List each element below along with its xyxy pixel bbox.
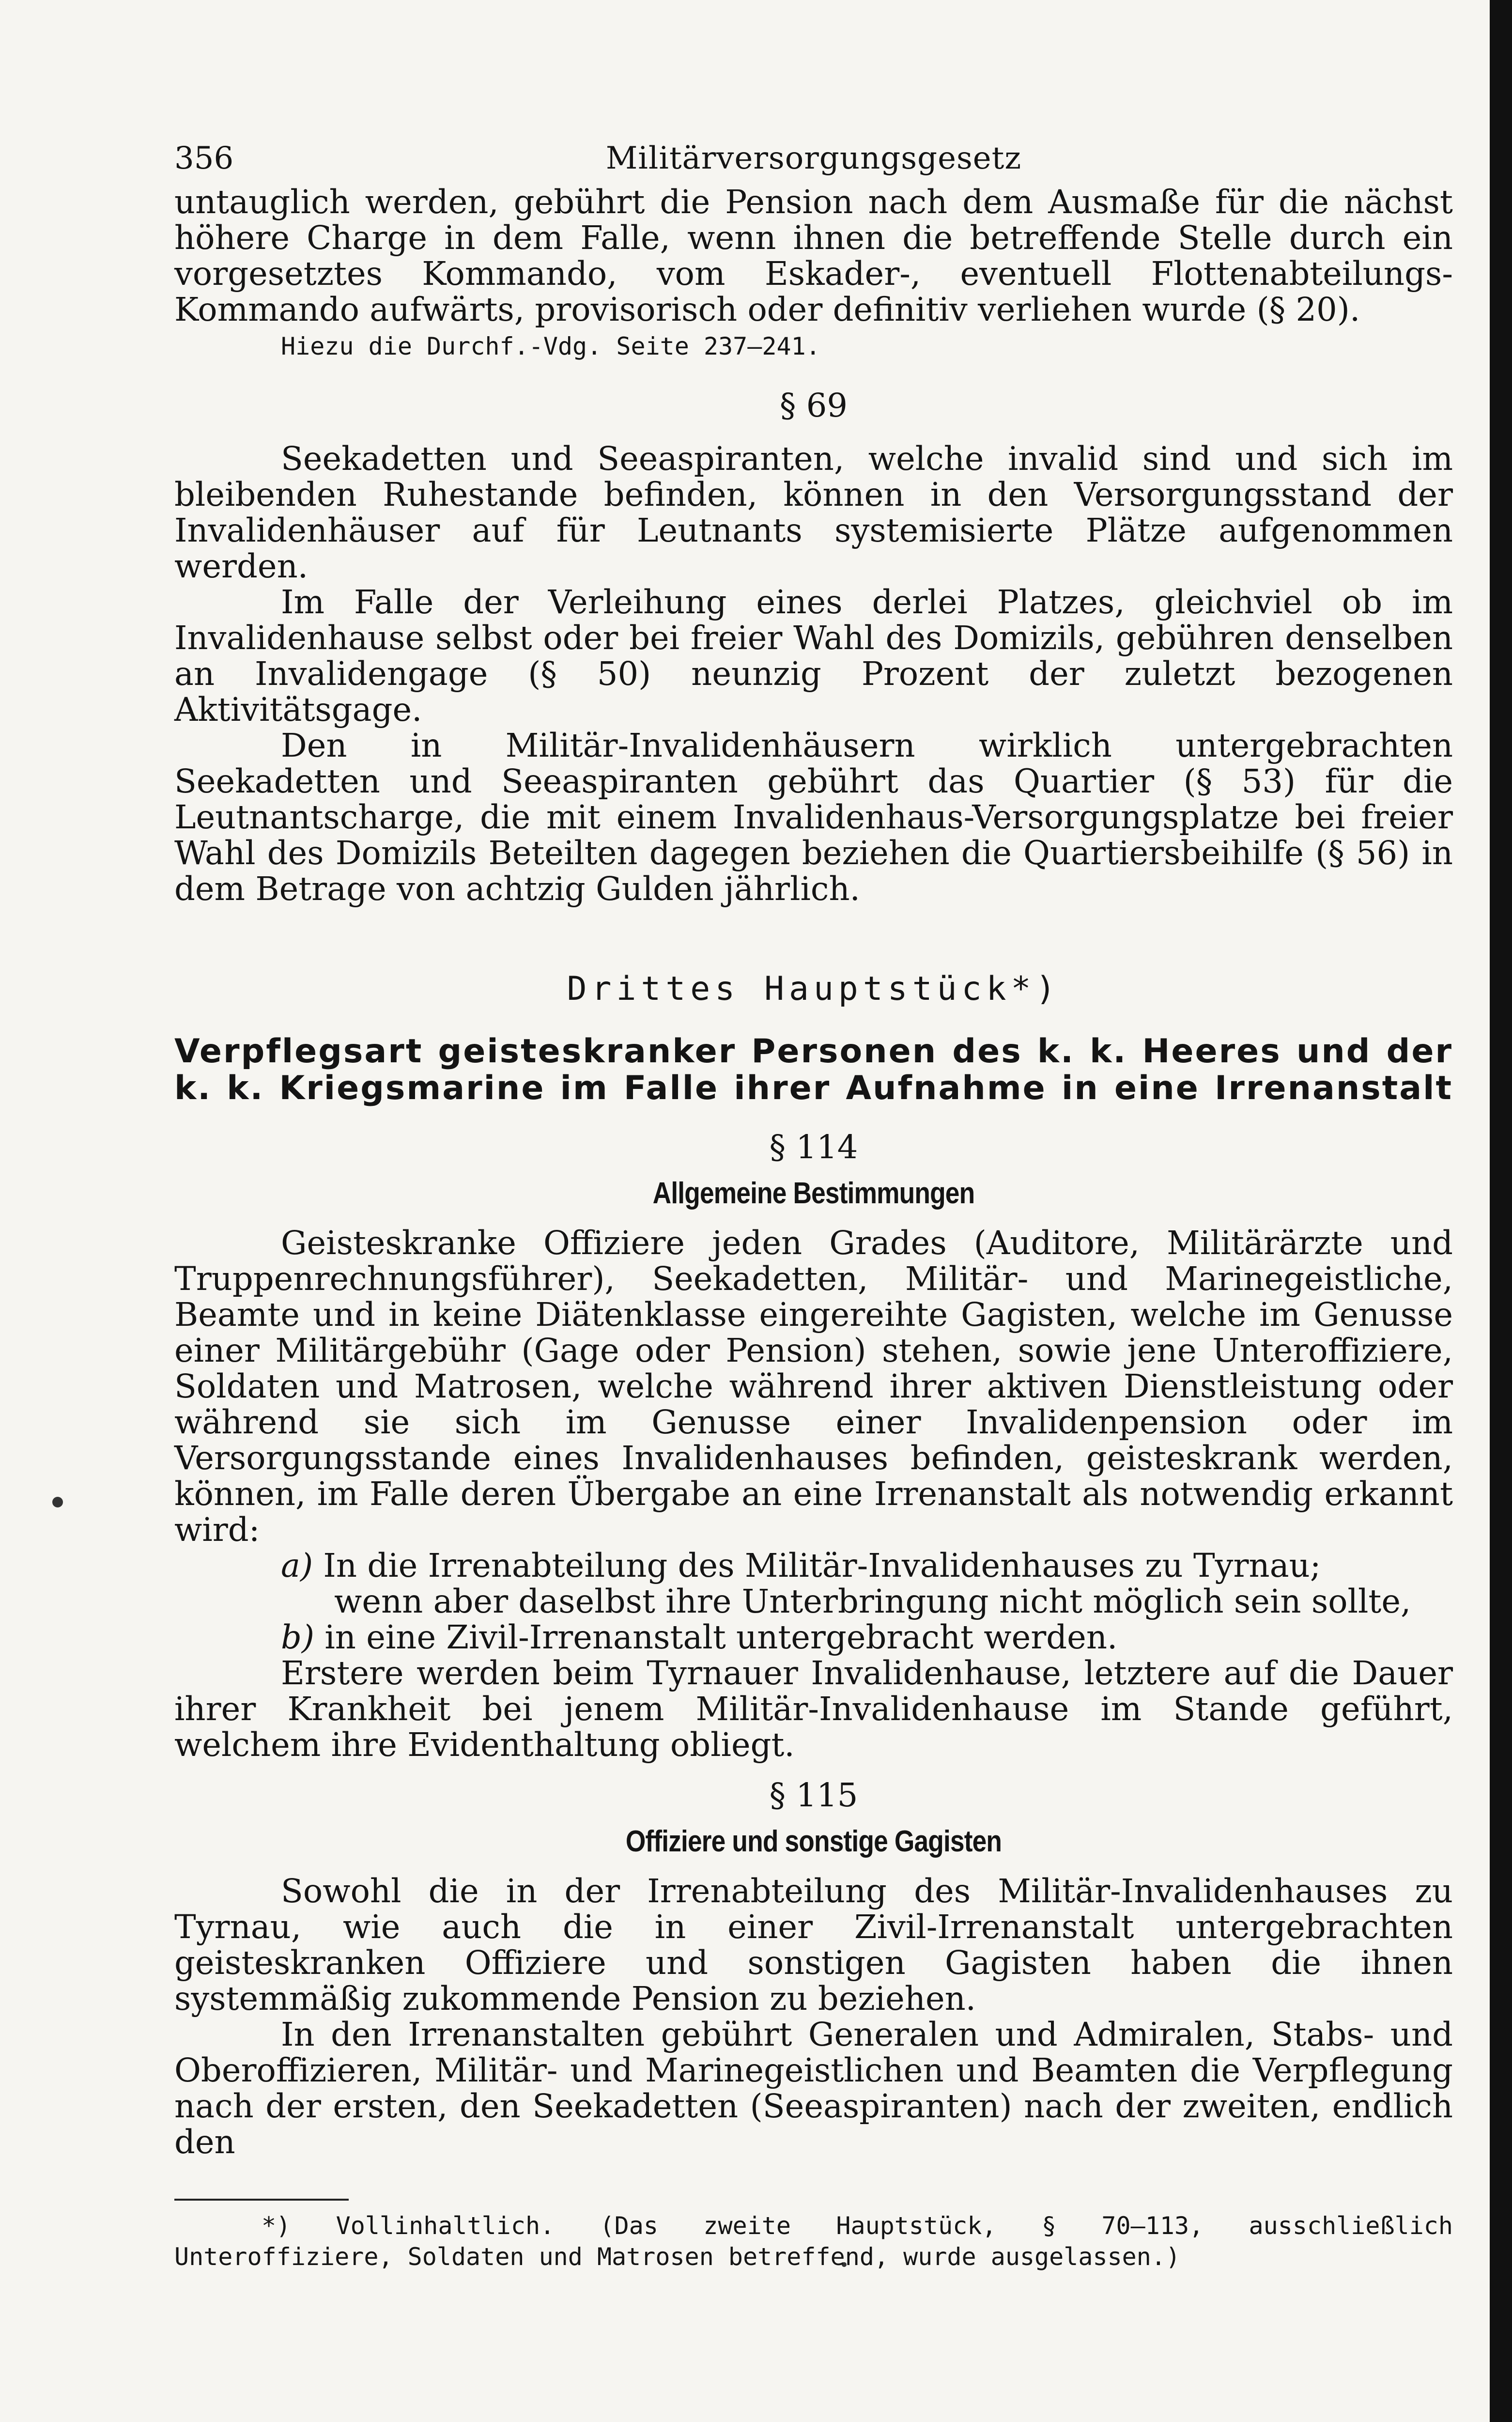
- running-title: Militärversorgungsgesetz: [605, 140, 1022, 176]
- list-item-b-label: b): [281, 1618, 315, 1656]
- list-item-b: [281, 1619, 1453, 1655]
- list-item-a-continuation: wenn aber daselbst ihre Unterbringung nicht möglich sein sollte,: [334, 1583, 1411, 1620]
- chapter-label: Drittes Hauptstück*): [567, 970, 1061, 1008]
- list-item-a-text: In die Irrenabteilung des Militär-Invalidenhauses zu Tyrnau;: [323, 1547, 1321, 1584]
- top-reference: Hiezu die Durchf.-Vdg. Seite 237—241.: [281, 332, 820, 360]
- section-69-paragraph: Seekadetten und Seeaspiranten, welche invalid sind und sich im bleibenden Ruhestande befinden, können in den Versorgungsstand der Invalidenhäuser auf für Leutnants systemisierte Plätze aufgenommen werden.: [174, 440, 1453, 585]
- footnote: *) Vollinhaltlich. (Das zweite Hauptstück, § 70—113, ausschließlich Unteroffiziere, Soldaten und Matrosen betreffend, wurde ausgelassen.): [174, 2212, 1453, 2271]
- section-115-subheading: Offiziere und sonstige Gagisten: [625, 1825, 1002, 1858]
- running-header: [174, 140, 1453, 184]
- scan-edge-right: [1490, 0, 1512, 2422]
- chapter-title-line-2: k. k. Kriegsmarine im Falle ihrer Aufnahme in eine Irrenanstalt: [174, 1069, 1453, 1107]
- section-69-paragraph: Im Falle der Verleihung eines derlei Platzes, gleichviel ob im Invalidenhause selbst oder bei freier Wahl des Domizils, gebühren denselben an Invalidengage (§ 50) neunzig Prozent der zuletzt bezogenen Aktivitätsgage.: [174, 583, 1453, 729]
- chapter-title-line-1: Verpflegsart geisteskranker Personen des k. k. Heeres und der: [174, 1032, 1453, 1071]
- section-114-heading: § 114: [769, 1128, 858, 1166]
- section-114-closing: Erstere werden beim Tyrnauer Invalidenhause, letztere auf die Dauer ihrer Krankheit bei jenem Militär-Invalidenhause im Stande geführt, welchem ihre Evidenthaltung obliegt.: [174, 1654, 1453, 1764]
- list-item-b-text: in eine Zivil-Irrenanstalt untergebracht werden.: [324, 1618, 1118, 1656]
- section-115-paragraph: In den Irrenanstalten gebührt Generalen und Admiralen, Stabs- und Oberoffizieren, Militär- und Marinegeistlichen und Beamten die Verpflegung nach der ersten, den Seekadetten (Seeaspiranten) nach der zweiten, endlich den: [174, 2016, 1453, 2161]
- list-item-a-label: a): [281, 1547, 313, 1584]
- section-115-heading: § 115: [769, 1776, 858, 1814]
- section-114-subheading: Allgemeine Bestimmungen: [652, 1177, 975, 1210]
- scan-speck: [52, 1497, 63, 1507]
- document-page: [174, 140, 1453, 2272]
- footnote-rule: [174, 2199, 349, 2201]
- page-number: 356: [174, 140, 234, 176]
- top-paragraph: untauglich werden, gebührt die Pension nach dem Ausmaße für die nächst höhere Charge in dem Falle, wenn ihnen die betreffende Stelle durch ein vorgesetztes Kommando, vom Eskader-, eventuell Flottenabteilungs-Kommando aufwärts, provisorisch oder definitiv verliehen wurde (§ 20).: [174, 183, 1453, 328]
- section-69-heading: § 69: [779, 387, 848, 424]
- section-115-paragraph: Sowohl die in der Irrenabteilung des Militär-Invalidenhauses zu Tyrnau, wie auch die in einer Zivil-Irrenanstalt untergebrachten geisteskranken Offiziere und sonstigen Gagisten haben die ihnen systemmäßig zukommende Pension zu beziehen.: [174, 1872, 1453, 2018]
- section-69-paragraph: Den in Militär-Invalidenhäusern wirklich untergebrachten Seekadetten und Seeaspiranten gebührt das Quartier (§ 53) für die Leutnantscharge, die mit einem Invalidenhaus-Versorgungsplatze bei freier Wahl des Domizils Beteilten dagegen beziehen die Quartiersbeihilfe (§ 56) in dem Betrage von achtzig Gulden jährlich.: [174, 727, 1453, 908]
- list-item-a: [281, 1548, 1453, 1584]
- section-114-paragraph: Geisteskranke Offiziere jeden Grades (Auditore, Militärärzte und Truppenrechnungsführer), Seekadetten, Militär- und Marinegeistliche, Beamte und in keine Diätenklasse eingereihte Gagisten, welche im Genusse einer Militärgebühr (Gage oder Pension) stehen, sowie jene Unteroffiziere, Soldaten und Matrosen, welche während ihrer aktiven Dienstleistung oder während sie sich im Genusse einer Invalidenpension oder im Versorgungsstande eines Invalidenhauses befinden, geisteskrank werden, können, im Falle deren Übergabe an eine Irrenanstalt als notwendig erkannt wird:: [174, 1224, 1453, 1549]
